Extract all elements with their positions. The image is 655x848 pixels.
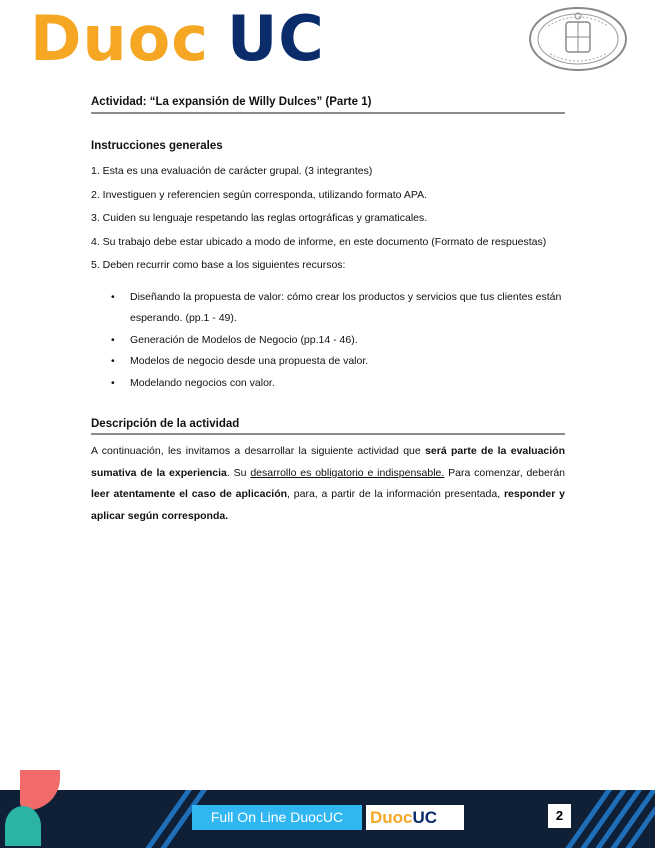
resource-item xyxy=(111,373,565,395)
logo-uc-text: UC xyxy=(226,2,325,75)
resource-text: Diseñando la propuesta de valor: cómo crear los productos y servicios que tus clientes están esperando. (pp.1 - 49). xyxy=(130,290,562,325)
resource-item xyxy=(111,287,565,330)
activity-title: Actividad: “La expansión de Willy Dulces” (Parte 1) xyxy=(91,96,565,114)
logo-duoc-text: Duoc xyxy=(30,2,209,75)
description-heading: Descripción de la actividad xyxy=(91,418,565,435)
resource-item xyxy=(111,351,565,373)
duocuc-logo xyxy=(30,4,325,74)
instruction-item: 5. Deben recurrir como base a los siguientes recursos: xyxy=(91,259,346,272)
instructions-heading: Instrucciones generales xyxy=(91,140,223,152)
resource-text: Modelando negocios con valor. xyxy=(130,376,275,389)
bullet-icon: • xyxy=(111,355,115,368)
description-bold: responder y aplicar según corresponda. xyxy=(91,488,565,522)
footer-banner: Full On Line DuocUC xyxy=(192,805,362,830)
description-bold: será parte de la evaluación sumativa de la experiencia xyxy=(91,445,565,479)
university-seal-icon xyxy=(528,6,628,72)
resources-list xyxy=(91,287,565,395)
description-bold: leer atentamente el caso de aplicación xyxy=(91,488,288,501)
footer-logo-uc: UC xyxy=(412,808,438,827)
page-header xyxy=(0,0,655,80)
resource-item xyxy=(111,330,565,352)
instructions-list xyxy=(91,160,565,278)
instruction-item: 4. Su trabajo debe estar ubicado a modo de informe, en este documento (Formato de respuestas) xyxy=(91,235,547,248)
description-text: A continuación, les invitamos a desarrollar la siguiente actividad que xyxy=(91,445,426,458)
instruction-item: 1. Esta es una evaluación de carácter grupal. (3 integrantes) xyxy=(91,165,373,177)
description-paragraph xyxy=(91,441,565,527)
description-underline: desarrollo es obligatorio e indispensable. xyxy=(250,466,445,479)
document-body xyxy=(91,96,565,527)
instruction-item: 2. Investiguen y referencien según corresponda, utilizando formato APA. xyxy=(91,188,428,201)
description-text: , para, a partir de la información presentada, xyxy=(287,488,504,501)
page-number: 2 xyxy=(548,804,571,828)
footer-logo xyxy=(366,805,464,830)
bullet-icon: • xyxy=(111,376,115,389)
instruction-item: 3. Cuiden su lenguaje respetando las reglas ortográficas y gramaticales. xyxy=(91,212,428,225)
resource-text: Generación de Modelos de Negocio (pp.14 - 46). xyxy=(130,333,358,346)
bullet-icon: • xyxy=(111,290,115,303)
description-text: . Su xyxy=(226,466,251,479)
bullet-icon: • xyxy=(111,333,115,346)
description-text: Para comenzar, deberán xyxy=(444,466,565,479)
footer-decor-teal xyxy=(5,806,41,846)
footer-logo-duoc: Duoc xyxy=(370,808,413,827)
resource-text: Modelos de negocio desde una propuesta de valor. xyxy=(130,355,369,368)
